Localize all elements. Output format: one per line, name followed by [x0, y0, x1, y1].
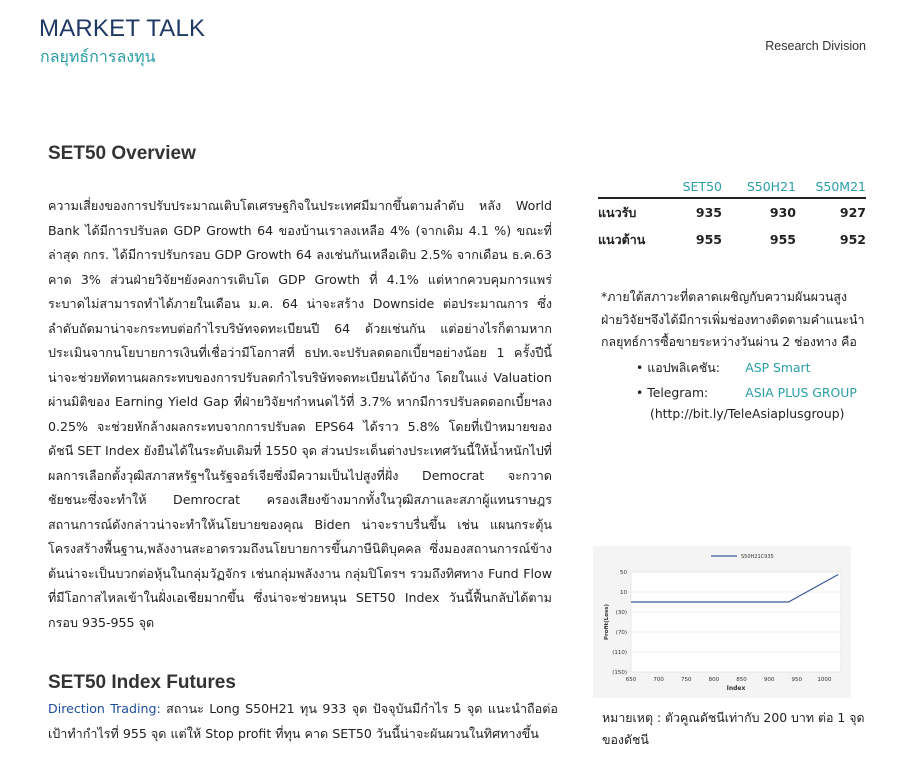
app-value: ASP Smart [745, 360, 811, 375]
bullet-icon: • [636, 360, 644, 375]
table-cell: 935 [695, 205, 722, 220]
x-tick-label: 700 [653, 677, 664, 683]
table-cell: 955 [695, 232, 722, 247]
y-tick-label: (150) [612, 670, 627, 676]
plot-area [631, 572, 841, 672]
x-tick-label: 850 [736, 677, 747, 683]
direction-trading-label: Direction Trading: [48, 701, 161, 716]
report-title: MARKET TALK [39, 15, 206, 42]
levels-table-header [598, 175, 866, 198]
legend-label: S50H21C935 [741, 554, 774, 560]
x-tick-label: 750 [681, 677, 692, 683]
x-axis-label: Index [726, 685, 746, 692]
table-cell: 952 [839, 232, 866, 247]
bullet-icon: • [636, 385, 644, 400]
row-label: แนวต้าน [598, 231, 646, 247]
x-tick-label: 1000 [817, 677, 832, 683]
report-subtitle: กลยุทธ์การลงทุน [40, 47, 156, 66]
y-tick-label: 50 [620, 570, 627, 576]
table-row [598, 226, 866, 253]
payoff-chart-svg [593, 546, 851, 698]
levels-table [598, 175, 866, 253]
y-tick-label: (70) [615, 630, 627, 636]
futures-paragraph [48, 697, 558, 746]
x-tick-label: 650 [625, 677, 637, 683]
col-header: SET50 [682, 178, 722, 194]
futures-body: สถานะ Long S50H21 ทุน 933 จุด ปัจจุบันมีกำไร 5 จุด แนะนำถือต่อ เป้าทำกำไรที่ 955 จุด แต่ให้ Stop profit ที่ทุน คาด SET50 วันนี้น่าจะผันผวนในทิศทางขึ้น [48, 701, 558, 741]
payoff-chart [593, 546, 851, 698]
overview-heading: SET50 Overview [48, 143, 196, 164]
division-label: Research Division [765, 39, 866, 53]
y-tick-label: (110) [612, 650, 627, 656]
col-header: S50M21 [815, 178, 866, 194]
channel-note: *ภายใต้สภาวะที่ตลาดเผชิญกับความผันผวนสูง ฝ่ายวิจัยฯจึงได้มีการเพิ่มช่องทางติดตามคำแนะนำกลยุทธ์การซื้อขายระหว่างวันผ่าน 2 ช่องทาง คือ [601, 289, 865, 349]
table-corner [598, 175, 658, 198]
table-cell: 955 [769, 232, 796, 247]
telegram-value: ASIA PLUS GROUP [745, 385, 857, 400]
y-tick-label: 10 [620, 590, 627, 596]
x-tick-label: 900 [763, 677, 775, 683]
table-cell: 927 [839, 205, 866, 220]
table-row [598, 198, 866, 226]
x-tick-label: 800 [708, 677, 720, 683]
overview-paragraph: ความเสี่ยงของการปรับประมาณเติบโตเศรษฐกิจในประเทศมีมากขึ้นตามลำดับ หลัง World Bank ได้มีการปรับลด GDP Growth 64 ของบ้านเราลงเหลือ 4% (จากเดิม 4.1 %) ขณะที่ล่าสุด กกร. ได้มีการปรับกรอบ GDP Growth 64 ลงเช่นกันเหลือเติบ 2.5% จากเดือน ธ.ค.63 คาด 3% ส่วนฝ่ายวิจัยฯยังคงการเติบโต GDP Growth ที่ 4.1% แต่หากควบคุมการแพร่ระบาดไม่สามารถทำได้ภายในเดือน ม.ค. 64 น่าจะสร้าง Downside ต่อประมาณการ ซึ่งลำดับถัดมาน่าจะกระทบต่อกำไรบริษัทจดทะเบียนปี 64 ด้วยเช่นกัน แต่อย่างไรก็ตามหากประเมินจากนโยบายการเงินที่เชื่อว่ามีโอกาสที่ ธปท.จะปรับลดดอกเบี้ยฯอย่างน้อย 1 ครั้งปีนี้ น่าจะช่วยทัดทานผลกระทบของการปรับลดกำไรบริษัทจดทะเบียนได้บ้าง โดยในแง่ Valuation ผ่านมิติของ Earning Yield Gap ที่ฝ่ายวิจัยฯกำหนดไว้ที่ 3.7% หากมีการปรับลดดอกเบี้ยฯลง 0.25% จะช่วยหักล้างผลกระทบจากการปรับลด EPS64 ได้ราว 5.8% โดยที่เป้าหมายของดัชนี SET Index ยังยืนได้ในระดับเดิมที่ 1550 จุด ส่วนประเด็นต่างประเทศวันนี้ให้น้ำหนักไปที่ผลการเลือกตั้งวุฒิสภาสหรัฐฯในรัฐจอร์เจียซึ่งมีความเป็นไปสูงที่ฝั่ง Democrat จะกวาดชัยชนะซึ่งจะทำให้ Demrocrat ครองเสียงข้างมากทั้งในวุฒิสภาและสภาผู้แทนราษฎร สถานการณ์ดังกล่าวน่าจะทำให้นโยบายของคุณ Biden น่าจะราบรื่นขึ้น เช่น แผนกระตุ้นโครงสร้างพื้นฐาน,พลังงานสะอาดรวมถึงนโยบายการขึ้นภาษีนิติบุคคล ซึ่งมองสถานการณ์ข้างต้นน่าจะเป็นบวกต่อหุ้นในกลุ่มวัฏจักร เช่นกลุ่มพลังงาน กลุ่มปิโตรฯ รวมถึงทิศทาง Fund Flow ที่มีโอกาสไหลเข้าในฝั่งเอเชียมากขึ้น ซึ่งน่าจะช่วยหนุน SET50 Index วันนี้ฟื้นกลับได้ตามกรอบ 935-955 จุด [48, 198, 552, 630]
table-cell: 930 [769, 205, 796, 220]
row-label: แนวรับ [598, 204, 637, 220]
col-header: S50H21 [746, 178, 796, 194]
app-channel [636, 359, 811, 378]
futures-heading: SET50 Index Futures [48, 672, 236, 693]
x-tick-label: 950 [791, 677, 803, 683]
telegram-channel [636, 385, 857, 400]
y-tick-label: (30) [615, 610, 627, 616]
telegram-link[interactable]: (http://bit.ly/TeleAsiaplusgroup) [650, 406, 845, 421]
y-axis-label: Profit(Loss) [604, 603, 610, 641]
app-label: แอปพลิเคชัน: [647, 360, 720, 375]
telegram-label: Telegram: [647, 385, 709, 400]
remark-text: หมายเหตุ : ตัวคูณดัชนีเท่ากับ 200 บาท ต่อ 1 จุดของดัชนี [602, 710, 865, 747]
